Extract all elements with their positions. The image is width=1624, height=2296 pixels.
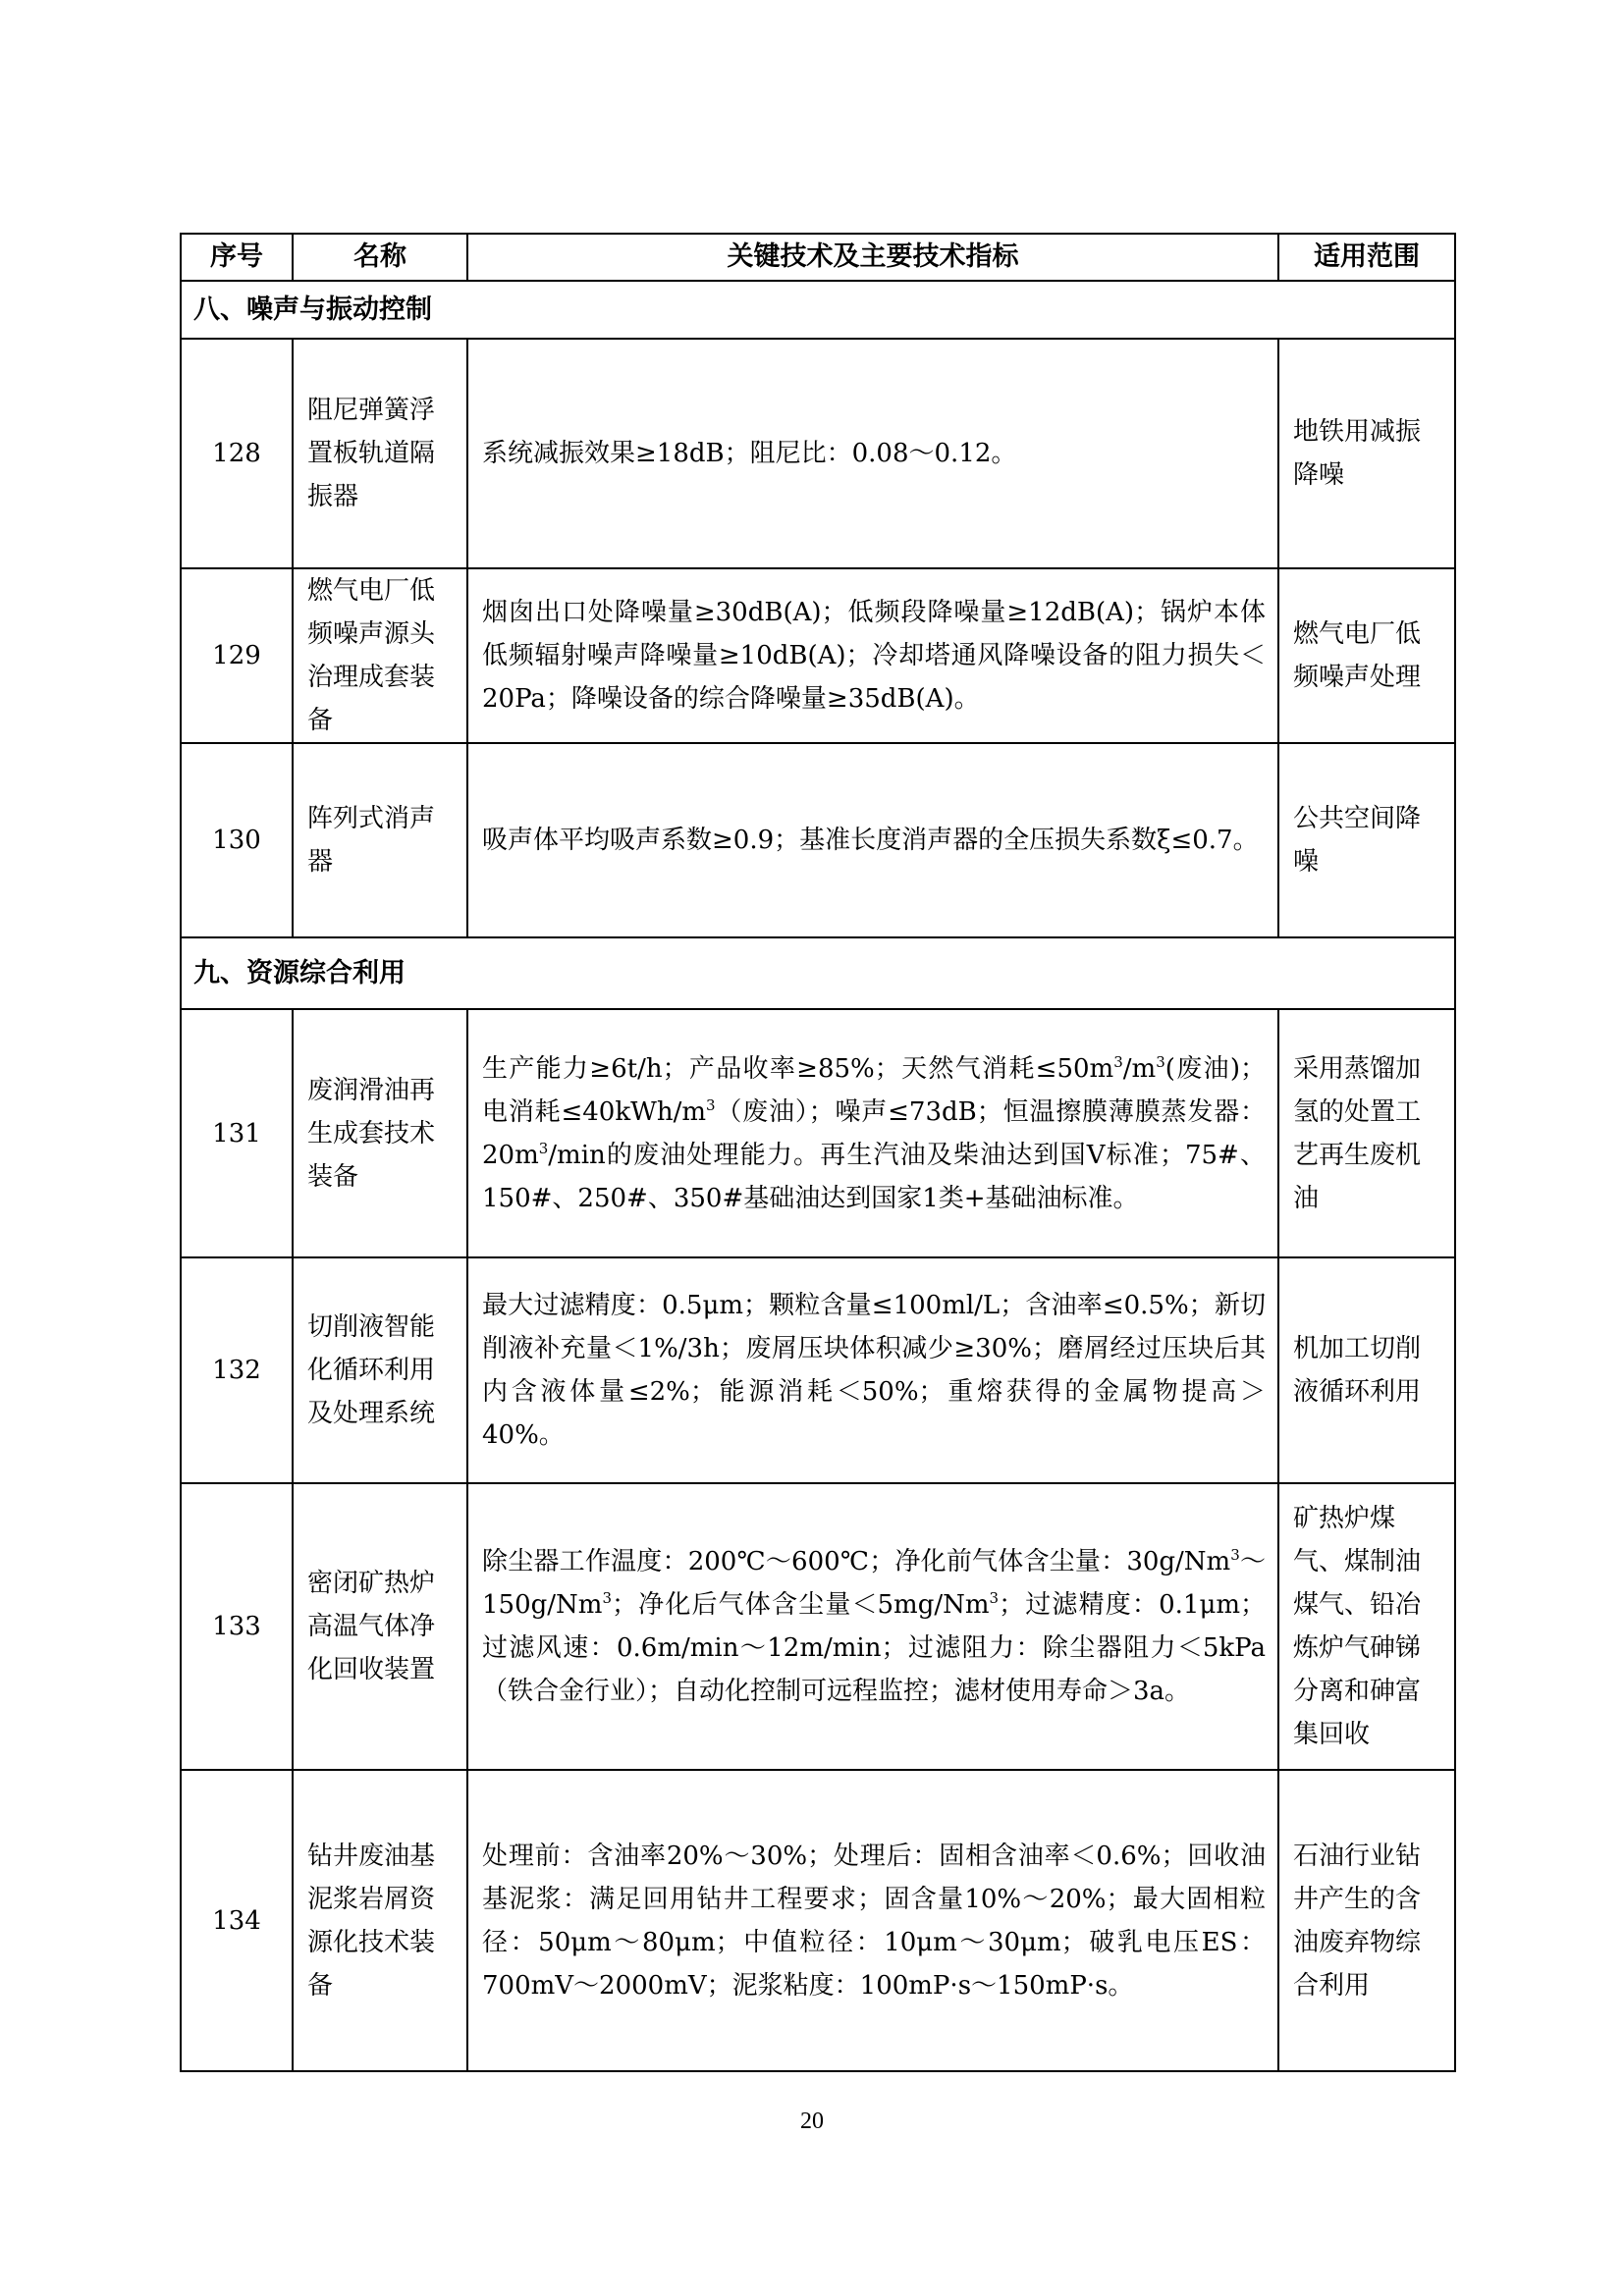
row-name: 切削液智能化循环利用及处理系统 (293, 1257, 467, 1483)
spec-text: ；净化后气体含尘量＜5mg/Nm (611, 1590, 990, 1620)
row-number: 128 (181, 339, 293, 568)
row-number: 129 (181, 568, 293, 743)
table-header-row (181, 234, 1455, 281)
superscript: 3 (538, 1139, 549, 1157)
row-spec: 处理前：含油率20%～30%；处理后：固相含油率＜0.6%；回收油基泥浆：满足回用钻井工程要求；固含量10%～20%；最大固相粒径：50μm～80μm；中值粒径：10μm～30μm；破乳电压ES：700mV～2000mV；泥浆粘度：100mP·s～150mP·s。 (467, 1770, 1278, 2071)
row-name: 阻尼弹簧浮置板轨道隔振器 (293, 339, 467, 568)
row-spec: 吸声体平均吸声系数≥0.9；基准长度消声器的全压损失系数ξ≤0.7。 (467, 743, 1278, 937)
header-name: 名称 (293, 234, 467, 281)
spec-text: (废油)；电消耗≤40kWh/m (482, 1053, 1266, 1127)
row-scope: 矿热炉煤气、煤制油煤气、铅冶炼炉气砷锑分离和砷富集回收 (1278, 1483, 1455, 1770)
row-scope: 地铁用减振降噪 (1278, 339, 1455, 568)
row-number: 130 (181, 743, 293, 937)
row-name: 阵列式消声器 (293, 743, 467, 937)
row-number: 131 (181, 1009, 293, 1257)
spec-text: ～150g/Nm (482, 1547, 1266, 1620)
row-scope: 石油行业钻井产生的含油废弃物综合利用 (1278, 1770, 1455, 2071)
table-row (181, 1009, 1455, 1257)
header-scope: 适用范围 (1278, 234, 1455, 281)
table-row (181, 743, 1455, 937)
spec-text: 生产能力≥6t/h；产品收率≥85%；天然气消耗≤50m (482, 1053, 1114, 1084)
superscript: 3 (1113, 1052, 1123, 1071)
row-number: 132 (181, 1257, 293, 1483)
spec-text: （废油）；噪声≤73dB；恒温擦膜薄膜蒸发器：20m (482, 1096, 1266, 1170)
superscript: 3 (989, 1589, 1000, 1607)
spec-text: /m (1122, 1053, 1157, 1084)
row-number: 134 (181, 1770, 293, 2071)
page-number: 20 (800, 2109, 824, 2134)
table-row (181, 339, 1455, 568)
section-title: 八、噪声与振动控制 (181, 281, 1455, 339)
row-scope: 采用蒸馏加氢的处置工艺再生废机油 (1278, 1009, 1455, 1257)
row-spec (467, 1483, 1278, 1770)
header-spec: 关键技术及主要技术指标 (467, 234, 1278, 281)
section-row (181, 937, 1455, 1009)
row-name: 密闭矿热炉高温气体净化回收装置 (293, 1483, 467, 1770)
row-spec: 系统减振效果≥18dB；阻尼比：0.08～0.12。 (467, 339, 1278, 568)
superscript: 3 (1156, 1052, 1165, 1071)
row-scope: 燃气电厂低频噪声处理 (1278, 568, 1455, 743)
spec-text: 除尘器工作温度：200℃～600℃；净化前气体含尘量：30g/Nm (482, 1547, 1231, 1576)
section-row (181, 281, 1455, 339)
superscript: 3 (1230, 1546, 1240, 1564)
section-title: 九、资源综合利用 (181, 937, 1455, 1009)
table-row (181, 568, 1455, 743)
row-scope: 机加工切削液循环利用 (1278, 1257, 1455, 1483)
table-row (181, 1257, 1455, 1483)
superscript: 3 (705, 1095, 716, 1114)
superscript: 3 (602, 1589, 612, 1607)
spec-text: ；过滤精度：0.1μm；过滤风速：0.6m/min～12m/min；过滤阻力：除尘器阻力＜5kPa（铁合金行业）；自动化控制可远程监控；滤材使用寿命＞3a。 (482, 1590, 1266, 1706)
row-name: 钻井废油基泥浆岩屑资源化技术装备 (293, 1770, 467, 2071)
row-spec: 最大过滤精度：0.5μm；颗粒含量≤100ml/L；含油率≤0.5%；新切削液补充量＜1%/3h；废屑压块体积减少≥30%；磨屑经过压块后其内含液体量≤2%；能源消耗＜50%；重熔获得的金属物提高＞40%。 (467, 1257, 1278, 1483)
table-row (181, 1483, 1455, 1770)
row-name: 废润滑油再生成套技术装备 (293, 1009, 467, 1257)
row-spec: 烟囱出口处降噪量≥30dB(A)；低频段降噪量≥12dB(A)；锅炉本体低频辐射噪声降噪量≥10dB(A)；冷却塔通风降噪设备的阻力损失＜20Pa；降噪设备的综合降噪量≥35dB(A)。 (467, 568, 1278, 743)
header-number: 序号 (181, 234, 293, 281)
row-spec (467, 1009, 1278, 1257)
row-scope: 公共空间降噪 (1278, 743, 1455, 937)
technology-table (180, 233, 1456, 2072)
table-row (181, 1770, 1455, 2071)
spec-text: /min的废油处理能力。再生汽油及柴油达到国Ⅴ标准；75#、150#、250#、350#基础油达到国家1类+基础油标准。 (482, 1140, 1266, 1213)
row-name: 燃气电厂低频噪声源头治理成套装备 (293, 568, 467, 743)
row-number: 133 (181, 1483, 293, 1770)
